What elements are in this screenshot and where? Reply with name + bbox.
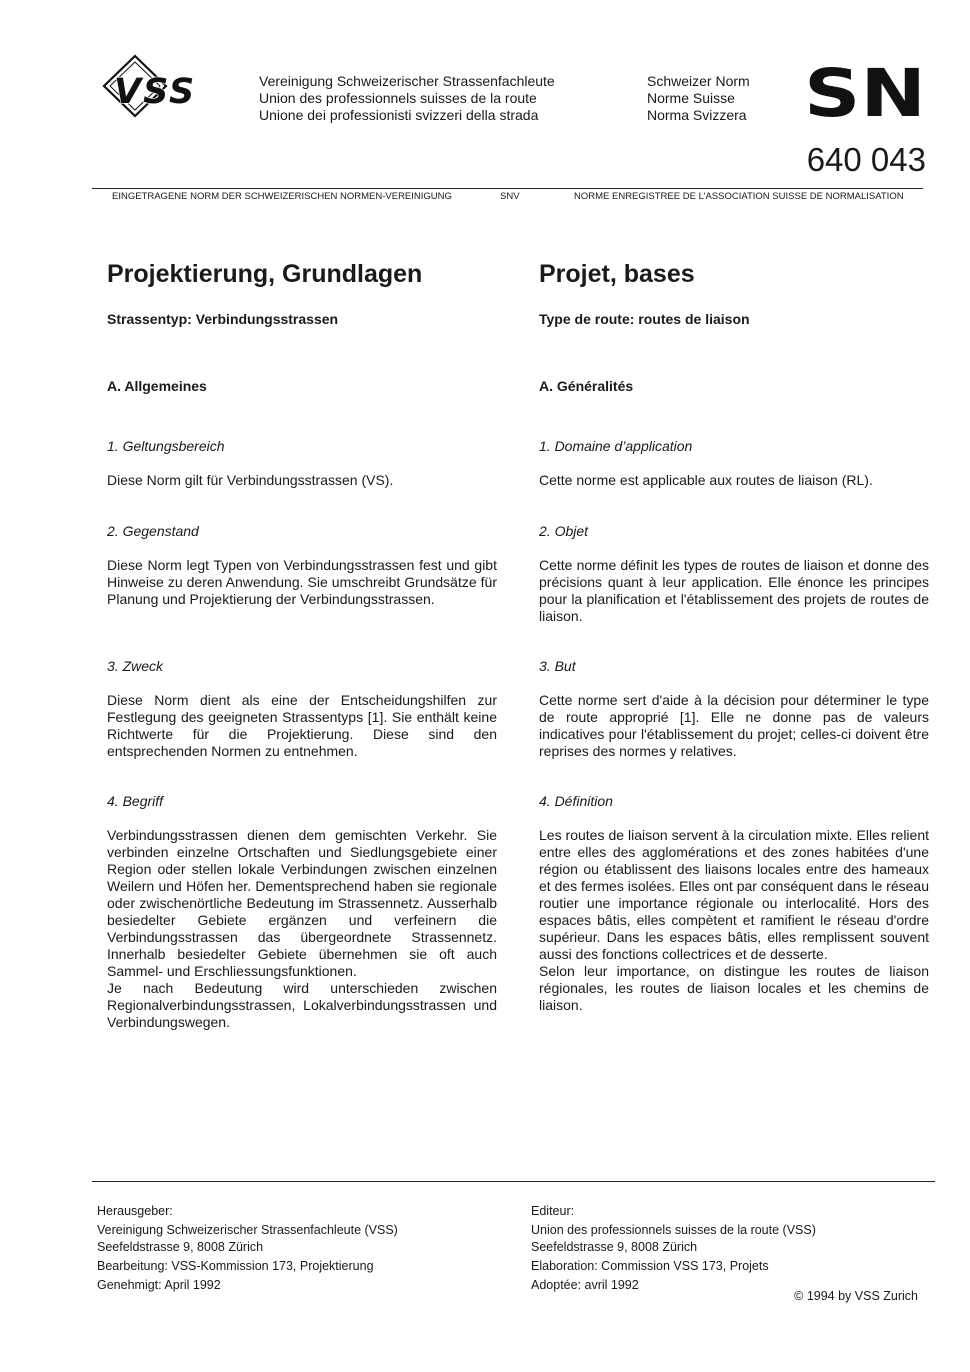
registry-text-de: EINGETRAGENE NORM DER SCHWEIZERISCHEN NORMEN-VEREINIGUNG [112,191,452,202]
norm-label-de: Schweizer Norm [647,73,750,89]
subsection-4-heading-fr: 4. Définition [539,793,613,809]
publisher-address: Seefeldstrasse 9, 8008 Zürich [531,1240,698,1254]
publisher-approved: Genehmigt: April 1992 [97,1278,221,1292]
publisher-info-fr [531,1203,816,1294]
subsection-4-body-de [107,827,497,1031]
subsection-2-body-fr: Cette norme définit les types de routes de liaison et donne des précisions quant à leur application. Elle énonce les principes pour la planification et l'établissement des projets de routes de liaison. [539,557,929,624]
publisher-work: Elaboration: Commission VSS 173, Projets [531,1259,769,1273]
header-divider [92,188,923,189]
norm-label-it: Norma Svizzera [647,107,747,123]
vss-logo-text: VSS [114,72,197,112]
subsection-1-heading-de: 1. Geltungsbereich [107,438,225,454]
subsection-2-heading-de: 2. Gegenstand [107,523,199,539]
footer-divider [92,1181,935,1182]
publisher-info-de [97,1203,398,1294]
copyright: © 1994 by VSS Zurich [794,1289,918,1303]
section-heading-de: A. Allgemeines [107,378,207,394]
subsection-3-body-fr: Cette norme sert d'aide à la décision pour déterminer le type de route approprié [1]. Elle ne donne pas de valeurs indicatives pour l'établissement du projet; celles-ci doivent être reprises des normes y relatives. [539,692,929,759]
organization-names [259,73,555,124]
subsection-3-heading-fr: 3. But [539,658,576,674]
norm-number: 640 043 [806,141,926,178]
title-de: Projektierung, Grundlagen [107,260,423,288]
subsection-2-heading-fr: 2. Objet [539,523,589,539]
subsection-1-body-de: Diese Norm gilt für Verbindungsstrassen (VS). [107,472,394,488]
subsection-1-heading-fr: 1. Domaine d’application [539,438,693,454]
publisher-work: Bearbeitung: VSS-Kommission 173, Projektierung [97,1259,374,1273]
publisher-label: Herausgeber: [97,1204,173,1218]
subsection-4-heading-de: 4. Begriff [107,793,164,809]
section-heading-fr: A. Généralités [539,378,634,394]
registry-text-fr: NORME ENREGISTREE DE L’ASSOCIATION SUISSE DE NORMALISATION [574,191,904,202]
publisher-address: Seefeldstrasse 9, 8008 Zürich [97,1240,264,1254]
subsection-2-body-de: Diese Norm legt Typen von Verbindungsstrassen fest und gibt Hinweise zu deren Anwendung. Sie umschreibt Grundsätze für Planung und Projektierung der Verbindungsstrassen. [107,557,497,607]
org-name-fr: Union des professionnels suisses de la route [259,90,537,106]
subtitle-de: Strassentyp: Verbindungsstrassen [107,311,339,327]
publisher-org: Vereinigung Schweizerischer Strassenfachleute (VSS) [97,1223,398,1237]
subsection-4-body-fr [539,827,929,1014]
norm-labels [647,73,750,124]
paragraph: Je nach Bedeutung wird unterschieden zwischen Regionalverbindungsstrassen, Lokalverbindungsstrassen und Verbindungswegen. [107,980,497,1030]
paragraph: Les routes de liaison servent à la circulation mixte. Elles relient entre elles des agglomérations et des zones habitées d'une région ou établissent des liaisons locales entre des hameaux et des fermes isolées. Elles ont par conséquent dans le réseau routier une importance régionale ou interlocalité. Hors des espaces bâtis, elles compètent et ramifient le réseau d'ordre supérieur. Dans les espaces bâtis, elles remplissent souvent aussi des fonctions collectrices et de desserte. [539,827,929,962]
paragraph: Selon leur importance, on distingue les routes de liaison régionales, les routes de liaison locales et les chemins de liaison. [539,963,929,1013]
subsection-3-heading-de: 3. Zweck [107,658,164,674]
org-name-de: Vereinigung Schweizerischer Strassenfachleute [259,73,555,89]
sn-logo [804,66,928,120]
title-fr: Projet, bases [539,260,695,288]
publisher-label: Editeur: [531,1204,575,1218]
subtitle-fr: Type de route: routes de liaison [539,311,750,327]
publisher-approved: Adoptée: avril 1992 [531,1278,639,1292]
org-name-it: Unione dei professionisti svizzeri della strada [259,107,539,123]
subsection-1-body-fr: Cette norme est applicable aux routes de liaison (RL). [539,472,873,488]
publisher-org: Union des professionnels suisses de la route (VSS) [531,1223,816,1237]
registry-abbrev: SNV [500,191,520,202]
paragraph: Verbindungsstrassen dienen dem gemischten Verkehr. Sie verbinden einzelne Ortschaften und Siedlungsgebiete einer Region oder stellen lokale Verbindungen zwischen einzelnen Weilern und Höfen her. Dementsprechend haben sie regionale oder zwischenörtliche Bedeutung im Strassennetz. Ausserhalb besiedelter Gebiete ergänzen und verfeinern die Verbindungsstrassen das übergeordnete Strassennetz. Innerhalb besiedelter Gebiete übernehmen sie oft auch Sammel- und Erschliessungsfunktionen. [107,827,497,979]
sn-logo-text: SN [804,66,926,120]
subsection-3-body-de: Diese Norm dient als eine der Entscheidungshilfen zur Festlegung des geeigneten Strassentyps [1]. Sie enthält keine Richtwerte für die Projektierung. Diese sind den entsprechenden Normen zu entnehmen. [107,692,497,759]
norm-label-fr: Norme Suisse [647,90,735,106]
vss-logo [102,54,244,120]
